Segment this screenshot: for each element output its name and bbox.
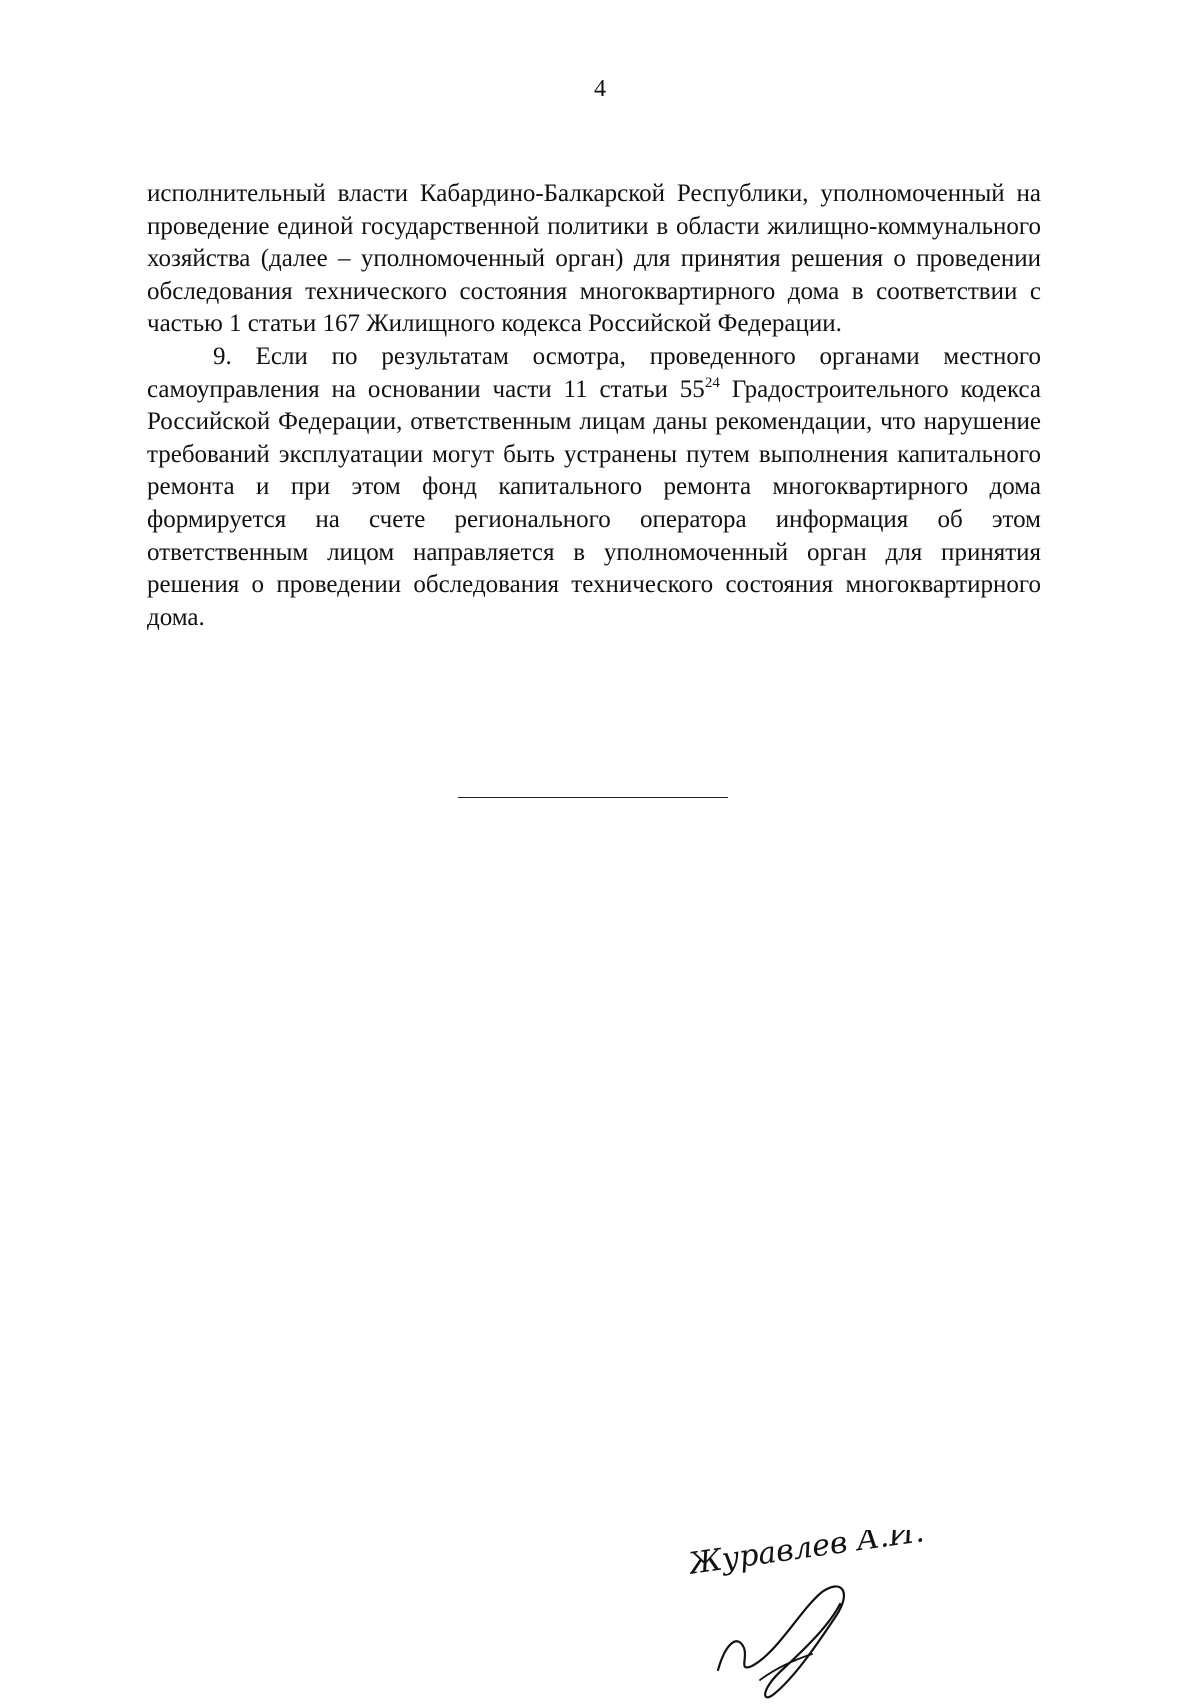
paragraph-text-start: 9. Если по результатам осмотра, проведенного органами местного самоуправления на основании части 11 статьи 55 [147,342,1041,403]
signature-stroke [718,1586,844,1697]
end-divider-line [458,797,728,798]
paragraph-item-9 [147,341,1041,634]
page-number: 4 [594,76,606,102]
paragraph-continuation: исполнительный власти Кабардино-Балкарской Республики, уполномоченный на проведение единой государственной политики в области жилищно-коммунального хозяйства (далее – уполномоченный орган) для принятия решения о проведении обследования технического состояния многоквартирного дома в соответствии с частью 1 статьи 167 Жилищного кодекса Российской Федерации. [147,180,1041,338]
article-superscript: 24 [704,374,720,391]
signature-name: Журавлев А.И. [690,1530,927,1582]
signature-drawing [690,1530,930,1700]
document-body [147,178,1041,634]
paragraph-text-end: Градостроительного кодекса Российской Федерации, ответственным лицам даны рекомендации, что нарушение требований эксплуатации могут быть устранены путем выполнения капитального ремонта и при этом фонд капитального ремонта многоквартирного дома формируется на счете регионального оператора информация об этом ответственным лицом направляется в уполномоченный орган для принятия решения о проведении обследования технического состояния многоквартирного дома. [147,375,1041,631]
handwritten-signature [690,1530,930,1700]
